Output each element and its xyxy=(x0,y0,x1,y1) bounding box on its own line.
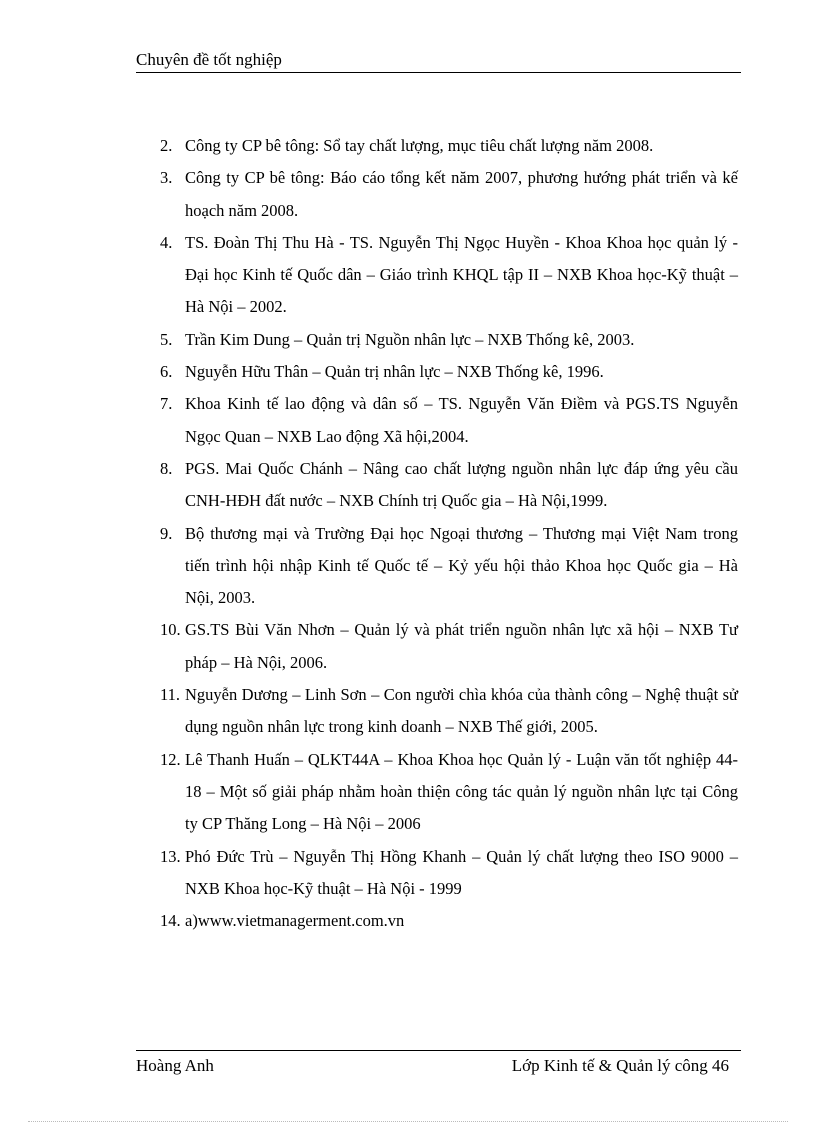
reference-number: 8. xyxy=(160,458,173,478)
reference-text: Trần Kim Dung – Quản trị Nguồn nhân lực – NXB Thống kê, 2003. xyxy=(185,329,635,349)
reference-number: 13. xyxy=(160,846,181,866)
reference-text: Khoa Kinh tế lao động và dân số – TS. Nguyễn Văn Điềm và PGS.TS Nguyễn Ngọc Quan – NXB Lao động Xã hội,2004. xyxy=(185,394,738,446)
reference-text: Công ty CP bê tông: Báo cáo tổng kết năm 2007, phương hướng phát triển và kế hoạch năm 2008. xyxy=(185,168,738,220)
page-edge-divider xyxy=(28,1121,788,1122)
reference-text: Nguyễn Dương – Linh Sơn – Con người chìa khóa của thành công – Nghệ thuật sử dụng nguồn nhân lực trong kinh doanh – NXB Thế giới, 2005. xyxy=(185,685,738,737)
reference-text: Lê Thanh Huấn – QLKT44A – Khoa Khoa học Quản lý - Luận văn tốt nghiệp 44-18 – Một số giải pháp nhằm hoàn thiện công tác quản lý nguồn nhân lực tại Công ty CP Thăng Long – Hà Nội – 2006 xyxy=(185,749,738,834)
reference-number: 10. xyxy=(160,620,181,640)
header-title: Chuyên đề tốt nghiệp xyxy=(136,50,282,69)
reference-item xyxy=(160,130,738,162)
reference-item xyxy=(160,388,738,453)
reference-text: a)www.vietmanagerment.com.vn xyxy=(185,911,405,931)
reference-text: Phó Đức Trù – Nguyễn Thị Hồng Khanh – Quản lý chất lượng theo ISO 9000 – NXB Khoa học-Kỹ thuật – Hà Nội - 1999 xyxy=(185,846,738,898)
reference-item xyxy=(160,905,738,937)
reference-text: GS.TS Bùi Văn Nhơn – Quản lý và phát triển nguồn nhân lực xã hội – NXB Tư pháp – Hà Nội, 2006. xyxy=(185,620,738,672)
reference-item xyxy=(160,518,738,615)
reference-item xyxy=(160,162,738,227)
reference-number: 5. xyxy=(160,329,173,349)
reference-number: 14. xyxy=(160,911,181,931)
reference-number: 7. xyxy=(160,394,173,414)
reference-text: Nguyễn Hữu Thân – Quản trị nhân lực – NXB Thống kê, 1996. xyxy=(185,362,604,382)
reference-text: Công ty CP bê tông: Sổ tay chất lượng, mục tiêu chất lượng năm 2008. xyxy=(185,136,654,155)
reference-number: 12. xyxy=(160,749,181,769)
reference-number: 2. xyxy=(160,136,173,155)
page-footer xyxy=(136,1050,741,1081)
reference-item xyxy=(160,324,738,356)
reference-item xyxy=(160,356,738,388)
reference-item xyxy=(160,679,738,744)
reference-number: 11. xyxy=(160,685,181,705)
reference-item xyxy=(160,453,738,518)
reference-number: 4. xyxy=(160,232,173,252)
reference-number: 3. xyxy=(160,168,173,188)
reference-text: Bộ thương mại và Trường Đại học Ngoại thương – Thương mại Việt Nam trong tiến trình hội nhập Kinh tế Quốc tế – Kỷ yếu hội thảo Khoa học Quốc gia – Hà Nội, 2003. xyxy=(185,523,738,608)
page-header xyxy=(136,48,741,73)
footer-class: Lớp Kinh tế & Quản lý công 46 xyxy=(511,1056,729,1075)
reference-text: TS. Đoàn Thị Thu Hà - TS. Nguyễn Thị Ngọc Huyền - Khoa Khoa học quản lý - Đại học Kinh tế Quốc dân – Giáo trình KHQL tập II – NXB Khoa học-Kỹ thuật – Hà Nội – 2002. xyxy=(185,232,738,317)
reference-number: 6. xyxy=(160,362,173,382)
footer-author: Hoàng Anh xyxy=(136,1056,214,1075)
reference-text: PGS. Mai Quốc Chánh – Nâng cao chất lượng nguồn nhân lực đáp ứng yêu cầu CNH-HĐH đất nước – NXB Chính trị Quốc gia – Hà Nội,1999. xyxy=(185,458,738,511)
reference-item xyxy=(160,744,738,841)
reference-number: 9. xyxy=(160,523,173,543)
reference-item xyxy=(160,227,738,324)
reference-item xyxy=(160,614,738,679)
reference-list xyxy=(160,130,738,937)
reference-item xyxy=(160,841,738,906)
